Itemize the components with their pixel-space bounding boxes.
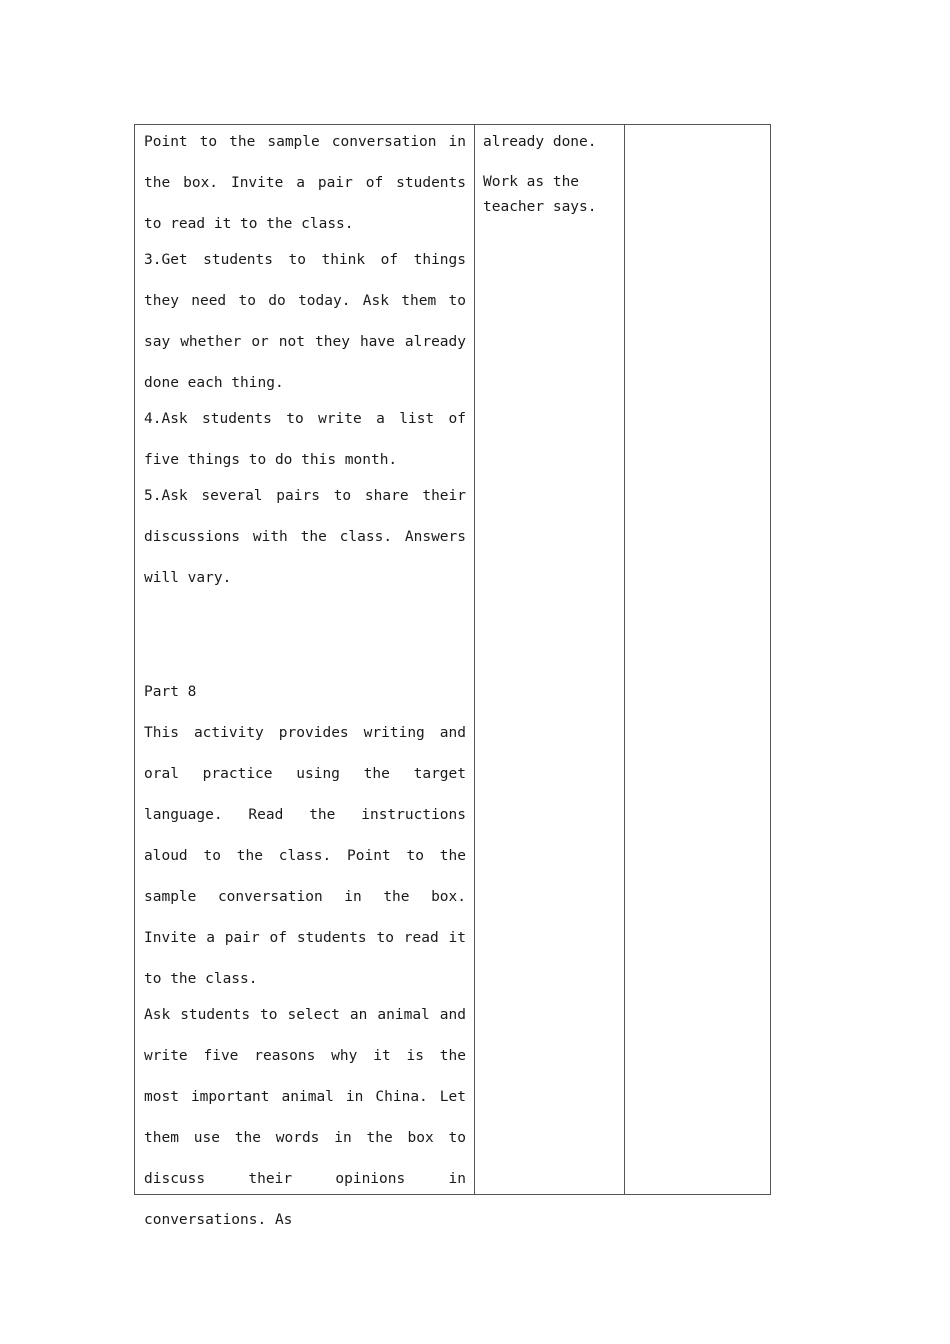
paragraph-part-8-intro: This activity provides writing and oral practice using the target language. Read the instructions aloud to the class. Point to the sample conversation in the box. Invite a pair of students to read it to the class. — [144, 725, 466, 987]
paragraph-sample-conversation: Point to the sample conversation in the box. Invite a pair of students to read it to the class. — [144, 134, 466, 232]
student-activity-column — [475, 125, 625, 1194]
part-heading: Part 8 — [144, 684, 197, 700]
paragraph-step-4: 4.Ask students to write a list of five things to do this month. — [144, 411, 466, 468]
lesson-table — [134, 124, 771, 1228]
paragraph-step-5: 5.Ask several pairs to share their discussions with the class. Answers will vary. — [144, 488, 466, 586]
paragraph-step-3: 3.Get students to think of things they need to do today. Ask them to say whether or not they have already done each thing. — [144, 252, 466, 391]
spacer — [144, 599, 466, 672]
teacher-activity-column — [135, 125, 475, 1228]
student-note-done: already done. — [483, 134, 597, 150]
notes-column — [625, 125, 770, 1194]
student-note-work: Work as the teacher says. — [483, 174, 597, 215]
paragraph-animal-task: Ask students to select an animal and write five reasons why it is the most important animal in China. Let them use the words in the box to discuss their opinions in conversations. As — [144, 1007, 466, 1228]
